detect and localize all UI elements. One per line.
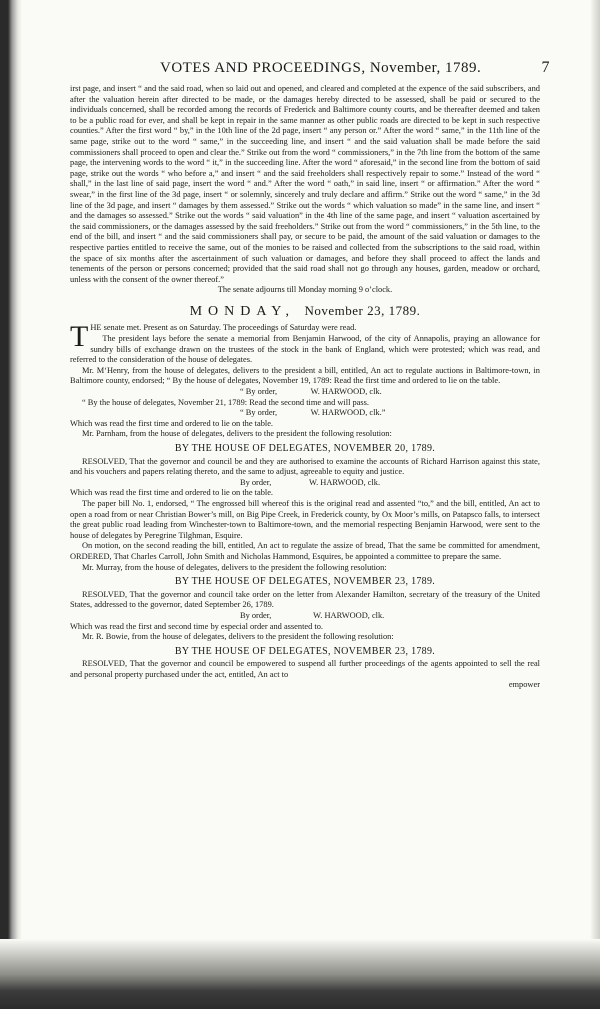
resolution-text: RESOLVED, That the governor and council be empowered to suspend all further proceedings of the agents appointed to sell the real and personal property purchased under the act, entitled, An act to [70,659,540,679]
adjourn-line: The senate adjourns till Monday morning 9 o’clock. [217,285,393,295]
amendment-paragraph: irst page, and insert “ and the said road, when so laid out and opened, and cleared and completed at the expence of the said subscribers, and after the valuation herein after directed to be made, or the damages hereby directed to be assessed, shall be paid or secured to the individuals concerned, shall be recorded among the records of Frederick and Baltimore county courts, and be thereafter deemed and taken to be a public road for ever, and shall be kept in repair in the same manner as other public roads are directed to be kept in such respective counties.” After the first word “ by,” in the 10th line of the 2d page, insert “ any person or.” After the word “ same,” in the 11th line of the same page, strike out to the word “ same,” in the succeeding line, and insert “ and the said valuation shall be made before the said commissioners shall proceed to open and clear the.” Strike out from the word “ commissioners,” in the 7th line from the bottom of the same page, the intervening words to the word “ it,” in the succeeding line. After the word “ aforesaid,” in the second line from the bottom of said page, strike out the words “ who before a,” and insert “ and the said freeholders shall respectively repair to some.” Instead of the word “ shall,” in the last line of said page, insert the word “ and.” After the word “ oath,” in said line, insert “ or affirmation.” After the word “ swear,” in the first line of the 3d page, insert “ or solemnly, sincerely and truly declare and affirm.” Strike out the word “ same,” in the 3d line of the 3d page, and insert “ damages by them assessed.” Strike out the words “ which valuation so made” in the same line, and insert “ and the damages so assessed.” Strike out the words “ said valuation” in the 4th line of the same page, and insert “ valuation ascertained by the said commissioners, or the damages assessed by the said freeholders.” Strike out from the word “ commissioners,” in the 5th line, to the end of the bill, and insert “ and the said commissioners shall pay, or secure to be paid, the amount of the said valuation or damages to the respective parties entitled to receive the same, out of the monies to be raised and collected from the subscriptions to the said road, within the space of six months after the ascertainment of such valuation or damages, and before they shall proceed to affect the lands and tenements of the person or persons concerned; provided that the said road shall not go through any houses, garden, meadow or orchard, unless with the consent of the owner thereof.” [70,84,540,284]
catchword: empower [508,680,540,690]
signature-line: By order, W. HARWOOD, clk. [240,610,385,620]
signature-line: “ By order, W. HARWOOD, clk.” [240,408,386,418]
header-title: VOTES AND PROCEEDINGS, November, 1789. [160,60,482,76]
read-first-time-line: Which was read the first time and ordered to lie on the table. [70,418,274,428]
running-header [160,60,550,77]
page-number: 7 [541,59,550,76]
read-first-time-line: Which was read the first time and ordered to lie on the table. [70,488,274,498]
paper-bill-paragraph: The paper bill No. 1, endorsed, “ The engrossed bill whereof this is the original read and assented “to,” and the bill, entitled, An act to open a road from or near Christian Bower’s mill, on Big Pipe Creek, in Frederick county, by Ox Moor’s mills, on Patapsco falls, to intersect the great public road leading from Winchester-town to Baltimore-town, and the memorial respecting Benjamin Harwood, were sent to the house of delegates by Peregrine Tilghman, Esquire. [70,498,540,540]
day-name: MONDAY, [189,303,296,319]
binding-shadow [0,0,22,1009]
clerk-name: W. HARWOOD, clk. [310,387,382,397]
memorial-paragraph: The president lays before the senate a memorial from Benjamin Harwood, of the city of Annapolis, praying an allowance for sundry bills of exchange drawn on the trustees of the stock in the bank of England, which were protested; which was read, and referred to the consideration of the house of delegates. [70,334,540,365]
motion-paragraph: On motion, on the second reading the bill, entitled, An act to regulate the assize of bread, That the same be committed for amendment, ORDERED, That Charles Carroll, John Smith and Nicholas Hammond, Esquires, be appointed a committee to prepare the same. [70,541,540,561]
clerk-name: W. HARWOOD, clk. [308,477,381,487]
second-reading-line: “ By the house of delegates, November 21, 1789: Read the second time and will pass. [82,397,370,407]
page-edge [590,0,600,1009]
resolution-heading: BY THE HOUSE OF DELEGATES, NOVEMBER 23, 1789. [174,645,436,657]
assent-line: Which was read the first and second time by especial order and assented to. [70,621,324,631]
scan-bottom-edge [0,939,600,1009]
resolution-text: RESOLVED, That the governor and council be and they are authorised to examine the accounts of Richard Harrison against this state, and his vouchers and papers relating thereto, and the same to adjust, agreeable to equity and justice. [70,456,540,477]
document-body [70,84,540,691]
opening-text: HE senate met. Present as on Saturday. The proceedings of Saturday were read. [90,323,357,333]
signature-line: “ By order, W. HARWOOD, clk. [240,387,382,397]
day-date: November 23, 1789. [304,302,421,318]
signature-line: By order, W. HARWOOD, clk. [240,477,381,487]
auction-bill-paragraph: Mr. M‘Henry, from the house of delegates, delivers to the president a bill, entitled, An act to regulate auctions in Baltimore-town, in Baltimore county, endorsed; “ By the house of delegates, November 19, 1789: Read the first time and ordered to lie on the table. [70,365,540,386]
clerk-name: W. HARWOOD, clk.” [310,408,386,418]
resolution-text: RESOLVED, That the governor and council take order on the letter from Alexander Hamilton, secretary of the treasury of the United States, addressed to the governor, dated September 26, 1789. [70,589,540,610]
parnham-paragraph: Mr. Parnham, from the house of delegates, delivers to the president the following resolution: [82,429,392,439]
drop-cap: T [70,320,89,354]
murray-paragraph: Mr. Murray, from the house of delegates, delivers to the president the following resolution: [82,562,387,572]
resolution-heading: BY THE HOUSE OF DELEGATES, NOVEMBER 20, 1789. [174,443,436,454]
resolution-heading: BY THE HOUSE OF DELEGATES, NOVEMBER 23, 1789. [174,576,436,588]
clerk-name: W. HARWOOD, clk. [313,610,385,620]
bowie-paragraph: Mr. R. Bowie, from the house of delegates, delivers to the president the following resolution: [82,632,394,642]
day-heading [70,302,540,319]
